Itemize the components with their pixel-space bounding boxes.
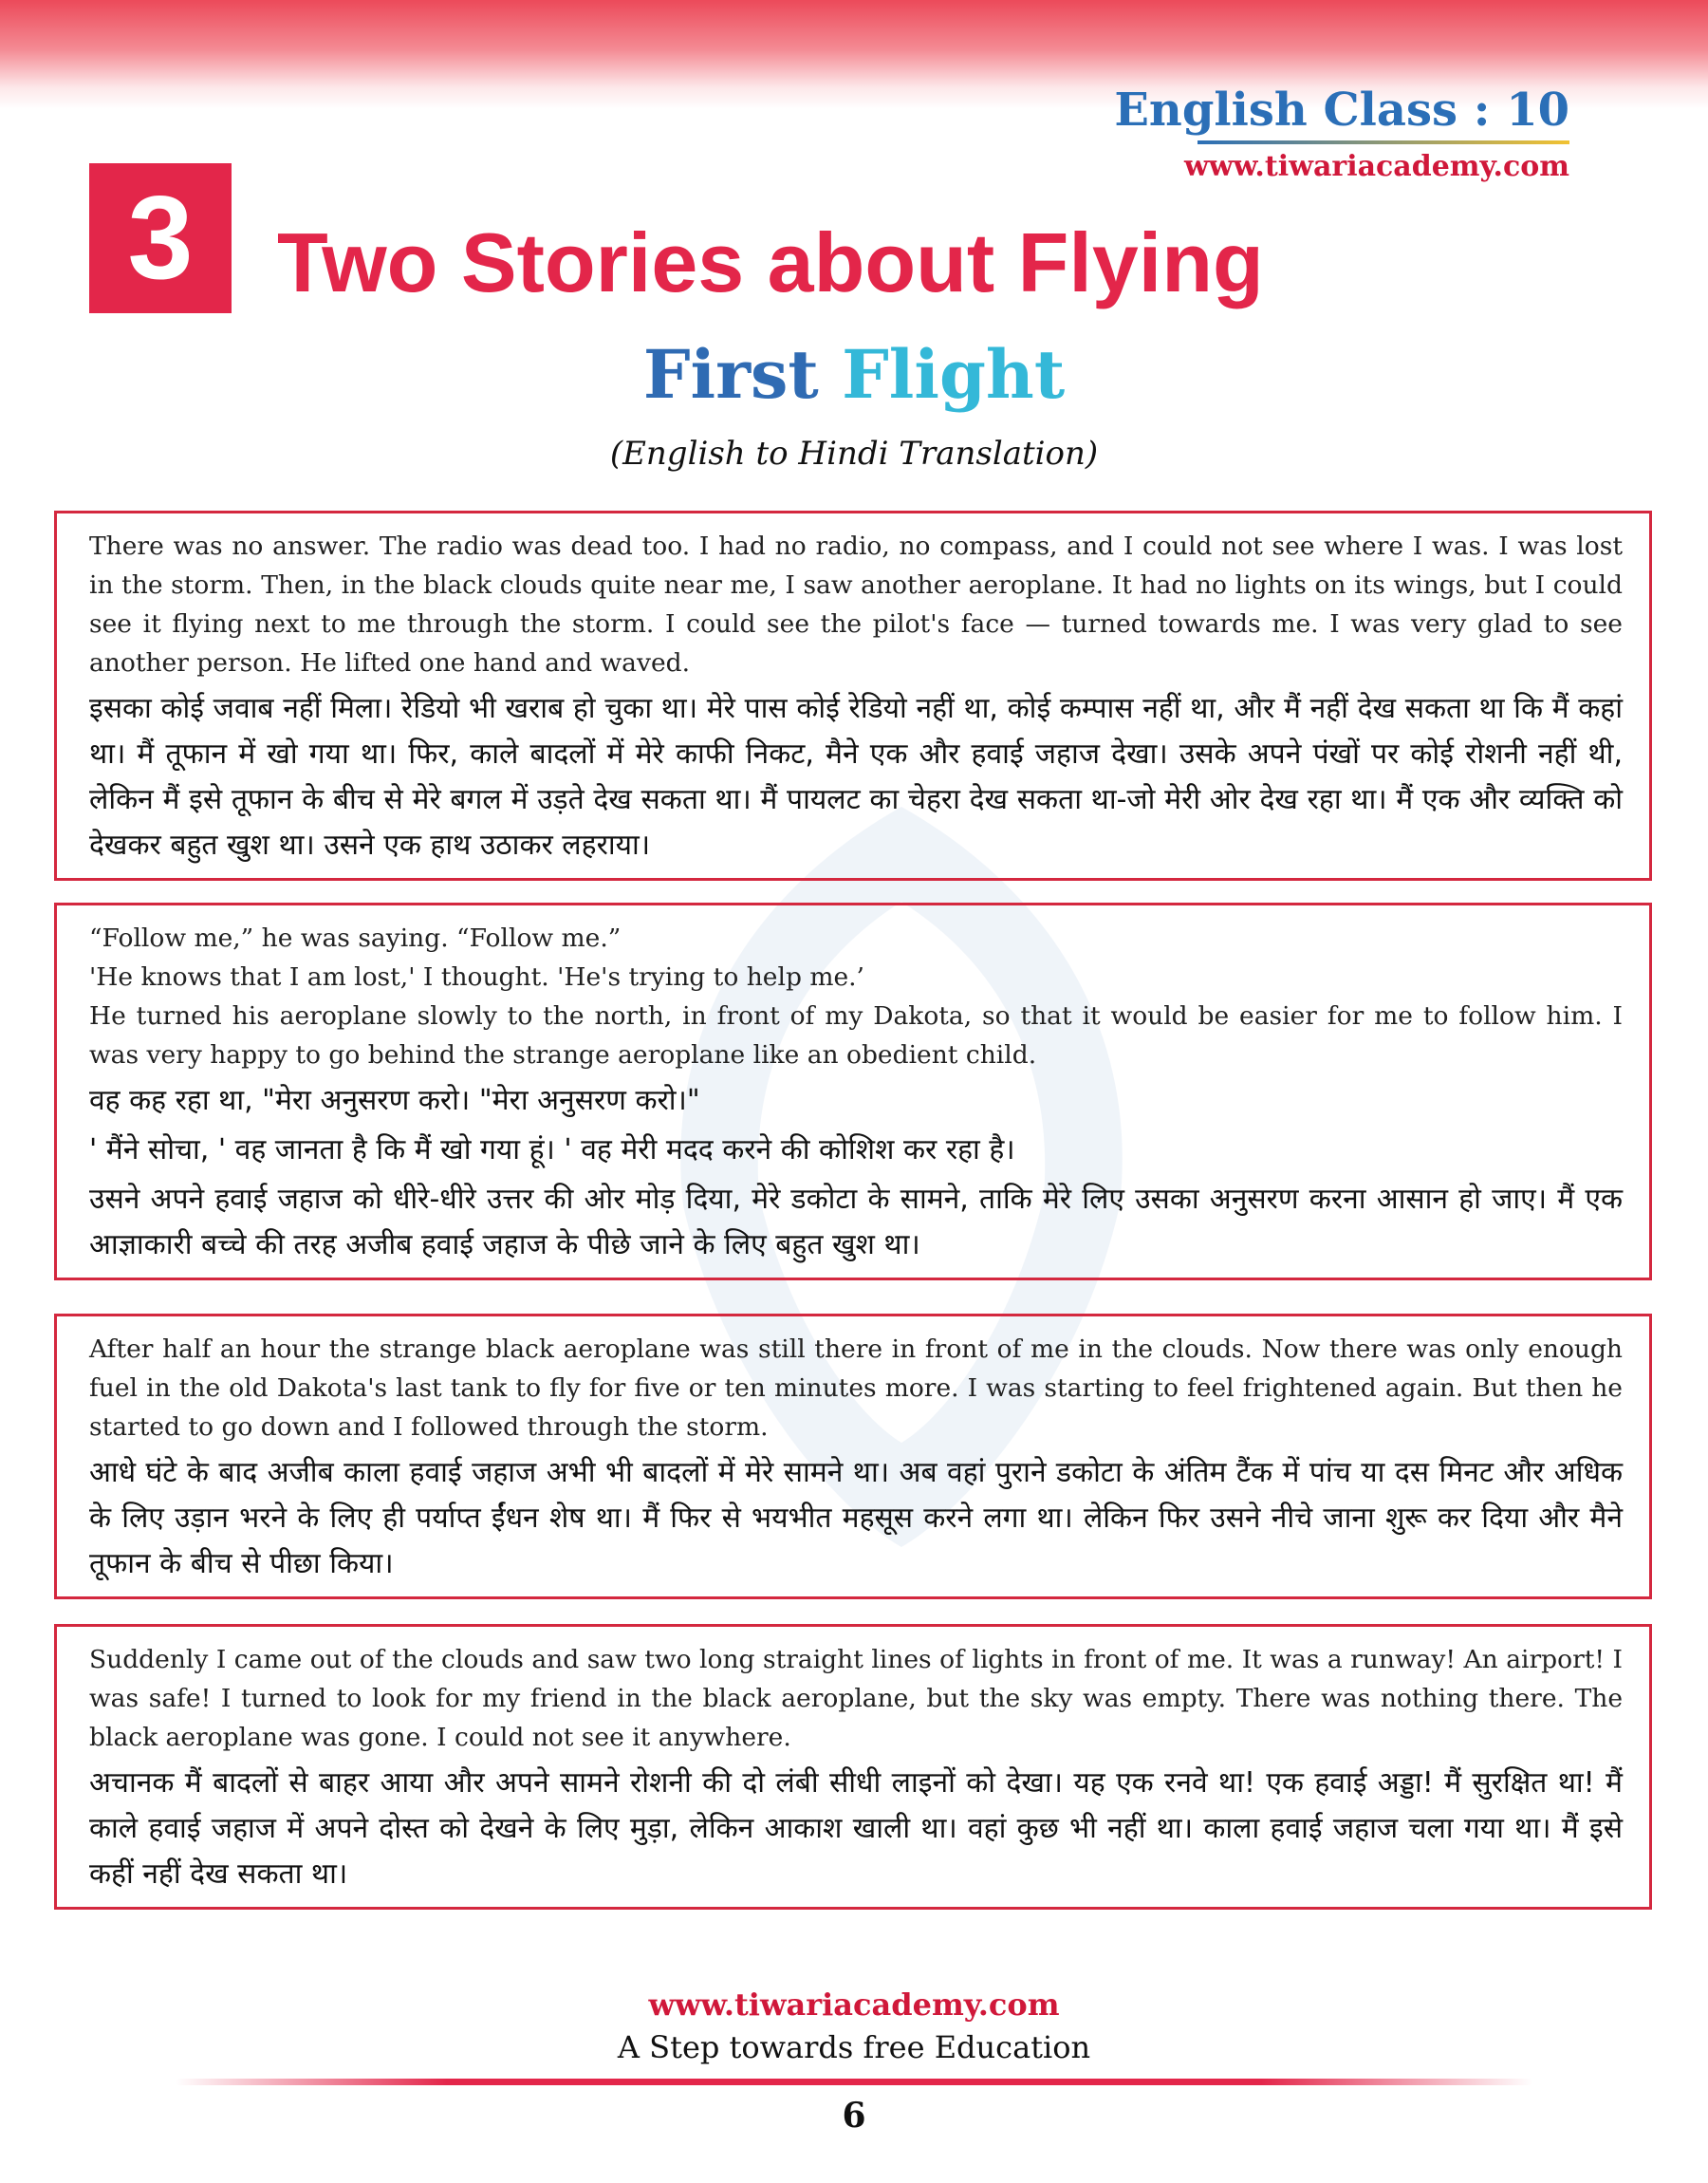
hindi-paragraph: अचानक मैं बादलों से बाहर आया और अपने सामने रोशनी की दो लंबी सीधी लाइनों को देखा। यह एक रनवे था! एक हवाई अड्डा! मैं सुरक्षित था! मैं काले हवाई जहाज में अपने दोस्त को देखने के लिए मुड़ा, लेकिन आकाश खाली था। वहां कुछ भी नहीं था। काला हवाई जहाज चला गया था। मैं इसे कहीं नहीं देख सकता था।: [89, 1766, 1623, 1891]
hindi-paragraph: उसने अपने हवाई जहाज को धीरे-धीरे उत्तर की ओर मोड़ दिया, मेरे डकोटा के सामने, ताकि मेरे लिए उसका अनुसरण करना आसान हो जाए। मैं एक आज्ञाकारी बच्चे की तरह अजीब हवाई जहाज के पीछे जाने के लिए बहुत खुश था।: [89, 1183, 1623, 1261]
story-title-word-2: Flight: [842, 335, 1066, 414]
header-website-link[interactable]: www.tiwariacademy.com: [1183, 150, 1569, 183]
passage-section-3: [54, 1314, 1652, 1599]
translation-caption: (English to Hindi Translation): [609, 435, 1099, 473]
passage-section-4: [54, 1624, 1652, 1910]
english-paragraph: Suddenly I came out of the clouds and saw two long straight lines of lights in front of me. It was a runway! An airport! I was safe! I turned to look for my friend in the black aeroplane, but the sky was empty. There was nothing there. The black aeroplane was gone. I could not see it anywhere.: [89, 1645, 1623, 1752]
page-number: 6: [842, 2096, 866, 2136]
english-paragraph: He turned his aeroplane slowly to the north, in front of my Dakota, so that it would be easier for me to follow him. I was very happy to go behind the strange aeroplane like an obedient child.: [89, 1001, 1623, 1070]
chapter-title: Two Stories about Flying: [277, 215, 1264, 309]
footer-tagline: A Step towards free Education: [617, 2029, 1091, 2065]
hindi-paragraph: इसका कोई जवाब नहीं मिला। रेडियो भी खराब हो चुका था। मेरे पास कोई रेडियो नहीं था, कोई कम्पास नहीं था, और मैं नहीं देख सकता था कि मैं कहां था। मैं तूफान में खो गया था। फिर, काले बादलों में मेरे काफी निकट, मैने एक और हवाई जहाज देखा। उसके अपने पंखों पर कोई रोशनी नहीं थी, लेकिन मैं इसे तूफान के बीच से मेरे बगल में उड़ते देख सकता था। मैं पायलट का चेहरा देख सकता था-जो मेरी ओर देख रहा था। मैं एक और व्यक्ति को देखकर बहुत खुश था। उसने एक हाथ उठाकर लहराया।: [89, 692, 1623, 862]
header-divider: [1197, 140, 1569, 144]
story-title: [0, 332, 1708, 418]
footer-website-link[interactable]: www.tiwariacademy.com: [648, 1987, 1060, 2023]
hindi-paragraph: ' मैंने सोचा, ' वह जानता है कि मैं खो गया हूं। ' वह मेरी मदद करने की कोशिश कर रहा है।: [89, 1133, 1015, 1166]
english-paragraph: 'He knows that I am lost,' I thought. 'He's trying to help me.’: [89, 962, 864, 992]
hindi-paragraph: वह कह रहा था, "मेरा अनुसरण करो। "मेरा अनुसरण करो।": [89, 1084, 700, 1117]
english-paragraph: There was no answer. The radio was dead too. I had no radio, no compass, and I could not see where I was. I was lost in the storm. Then, in the black clouds quite near me, I saw another aeroplane. It had no lights on its wings, but I could see it flying next to me through the storm. I could see the pilot's face — turned towards me. I was very glad to see another person. He lifted one hand and waved.: [89, 532, 1623, 678]
english-paragraph: “Follow me,” he was saying. “Follow me.”: [89, 924, 622, 953]
footer-divider: [176, 2079, 1532, 2085]
chapter-number-badge: 3: [89, 163, 232, 313]
class-label: English Class : 10: [1114, 84, 1569, 137]
passage-section-2: [54, 903, 1652, 1280]
english-paragraph: After half an hour the strange black aeroplane was still there in front of me in the clouds. Now there was only enough fuel in the old Dakota's last tank to fly for five or ten minutes more. I was starting to feel frightened again. But then he started to go down and I followed through the storm.: [89, 1334, 1623, 1442]
passage-section-1: [54, 511, 1652, 881]
hindi-paragraph: आधे घंटे के बाद अजीब काला हवाई जहाज अभी भी बादलों में मेरे सामने था। अब वहां पुराने डकोटा के अंतिम टैंक में पांच या दस मिनट और अधिक के लिए उड़ान भरने के लिए ही पर्याप्त ईंधन शेष था। मैं फिर से भयभीत महसूस करने लगा था। लेकिन फिर उसने नीचे जाना शुरू कर दिया और मैने तूफान के बीच से पीछा किया।: [89, 1456, 1623, 1580]
story-title-word-1: First: [642, 335, 819, 414]
